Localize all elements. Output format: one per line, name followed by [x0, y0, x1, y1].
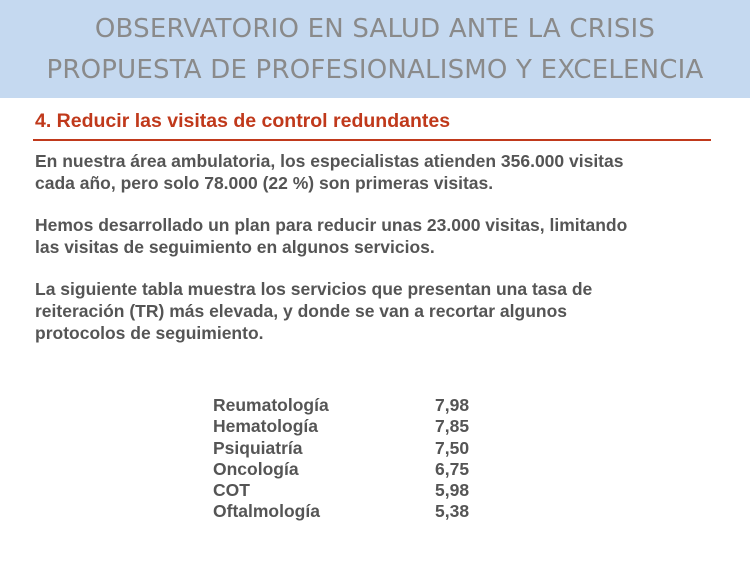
service-name-cell: Hematología — [213, 416, 319, 437]
rate-value-cell: 5,98 — [435, 480, 470, 501]
service-name-cell: COT — [213, 480, 250, 501]
rate-value-cell: 6,75 — [435, 458, 470, 479]
paragraph-line: La siguiente tabla muestra los servicios que presentan una tasa de — [35, 279, 593, 299]
section-title-underline — [33, 139, 711, 141]
rate-value-cell: 7,85 — [435, 416, 470, 437]
table-row — [213, 438, 495, 459]
service-name-cell: Oncología — [213, 458, 299, 479]
table-row — [213, 501, 495, 522]
section-title: 4. Reducir las visitas de control redundantes — [35, 110, 451, 132]
table-row — [213, 395, 495, 416]
table-row — [213, 459, 495, 480]
paragraph-line: cada año, pero solo 78.000 (22 %) son primeras visitas. — [35, 173, 494, 193]
paragraph-reduction-plan — [35, 214, 725, 258]
paragraph-table-intro — [35, 278, 725, 344]
rate-value-cell: 5,38 — [435, 501, 470, 522]
header-title-line-2: PROPUESTA DE PROFESIONALISMO Y EXCELENCIA — [46, 55, 704, 85]
paragraph-line: protocolos de seguimiento. — [35, 323, 264, 343]
paragraph-line: En nuestra área ambulatoria, los especialistas atienden 356.000 visitas — [35, 151, 624, 171]
service-name-cell: Oftalmología — [213, 501, 320, 522]
service-name-cell: Psiquiatría — [213, 437, 303, 458]
header-band — [0, 0, 750, 98]
reiteration-rate-table — [213, 395, 495, 523]
paragraph-line: reiteración (TR) más elevada, y donde se van a recortar algunos — [35, 301, 567, 321]
paragraph-ambulatory-visits — [35, 150, 725, 194]
rate-value-cell: 7,50 — [435, 437, 470, 458]
table-row — [213, 416, 495, 437]
paragraph-line: Hemos desarrollado un plan para reducir unas 23.000 visitas, limitando — [35, 215, 628, 235]
rate-value-cell: 7,98 — [435, 395, 470, 415]
header-title-line-1: OBSERVATORIO EN SALUD ANTE LA CRISIS — [94, 14, 656, 44]
service-name-cell: Reumatología — [213, 395, 329, 415]
paragraph-line: las visitas de seguimiento en algunos servicios. — [35, 237, 435, 257]
table-row — [213, 480, 495, 501]
